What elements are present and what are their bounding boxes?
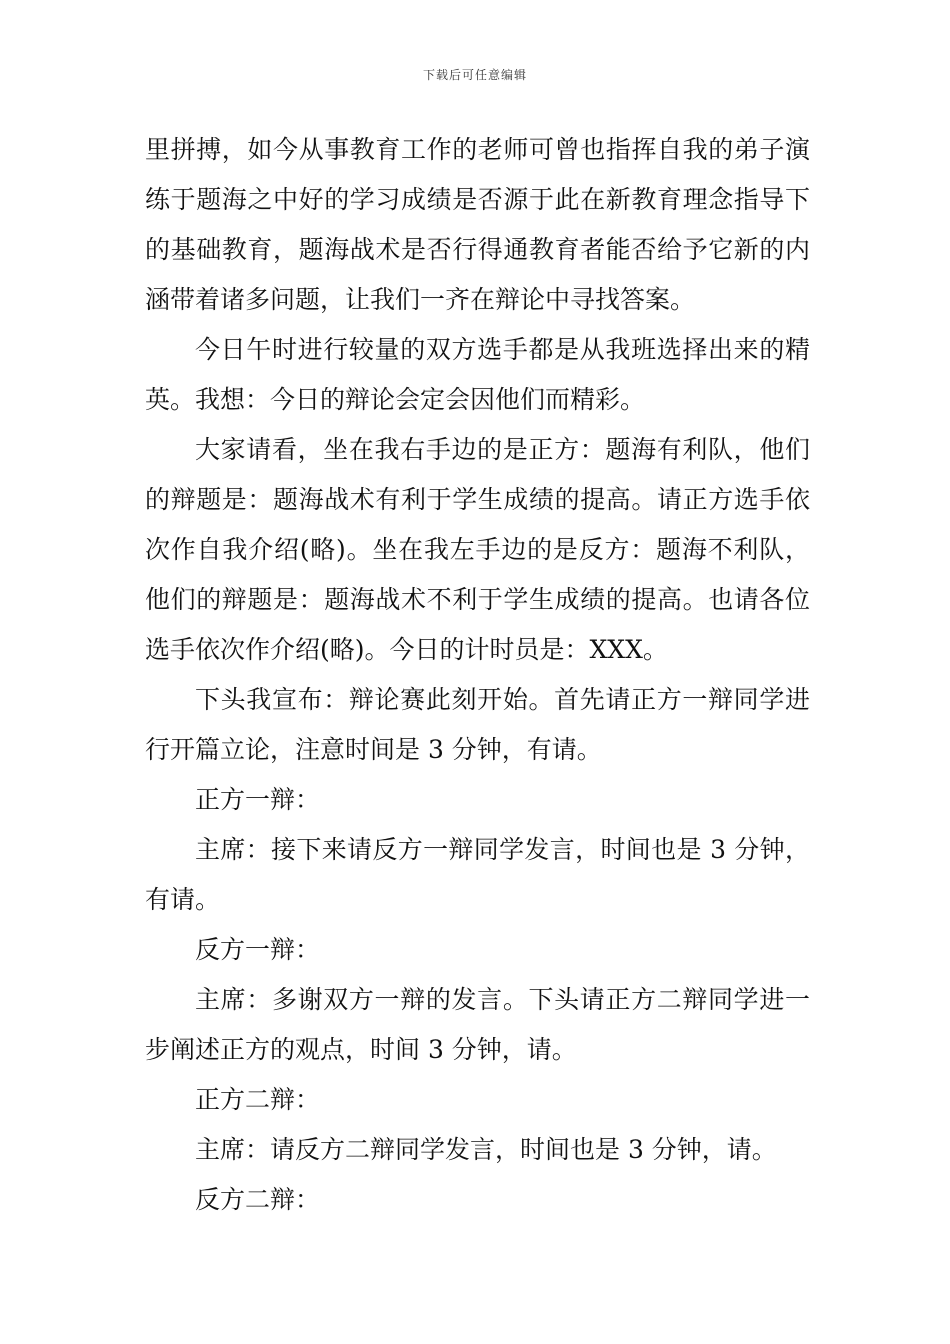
paragraph: 主席：请反方二辩同学发言，时间也是 3 分钟，请。 <box>195 1135 777 1164</box>
paragraph: 正方二辩： <box>195 1085 321 1114</box>
paragraph: 大家请看，坐在我右手边的是正方：题海有利队，他们的辩题是：题海战术有利于学生成绩的提高。请正方选手依次作自我介绍(略)。坐在我左手边的是反方：题海不利队，他们的辩题是：题海战术不利于学生成绩的提高。也请各位选手依次作介绍(略)。今日的计时员是：XXX。 <box>145 435 810 664</box>
document-body <box>145 125 810 1225</box>
paragraph: 正方一辩： <box>195 785 321 814</box>
paragraph: 今日午时进行较量的双方选手都是从我班选择出来的精英。我想：今日的辩论会定会因他们而精彩。 <box>145 335 810 414</box>
paragraph: 主席：接下来请反方一辩同学发言，时间也是 3 分钟，有请。 <box>145 835 810 914</box>
paragraph: 里拼搏，如今从事教育工作的老师可曾也指挥自我的弟子演练于题海之中好的学习成绩是否源于此在新教育理念指导下的基础教育，题海战术是否行得通教育者能否给予它新的内涵带着诸多问题，让我们一齐在辩论中寻找答案。 <box>145 135 810 314</box>
paragraph: 下头我宣布：辩论赛此刻开始。首先请正方一辩同学进行开篇立论，注意时间是 3 分钟，有请。 <box>145 685 810 764</box>
paragraph: 反方二辩： <box>195 1185 321 1214</box>
page-header: 下载后可任意编辑 <box>422 68 527 82</box>
paragraph: 反方一辩： <box>195 935 321 964</box>
paragraph: 主席：多谢双方一辩的发言。下头请正方二辩同学进一步阐述正方的观点，时间 3 分钟，请。 <box>145 985 810 1064</box>
